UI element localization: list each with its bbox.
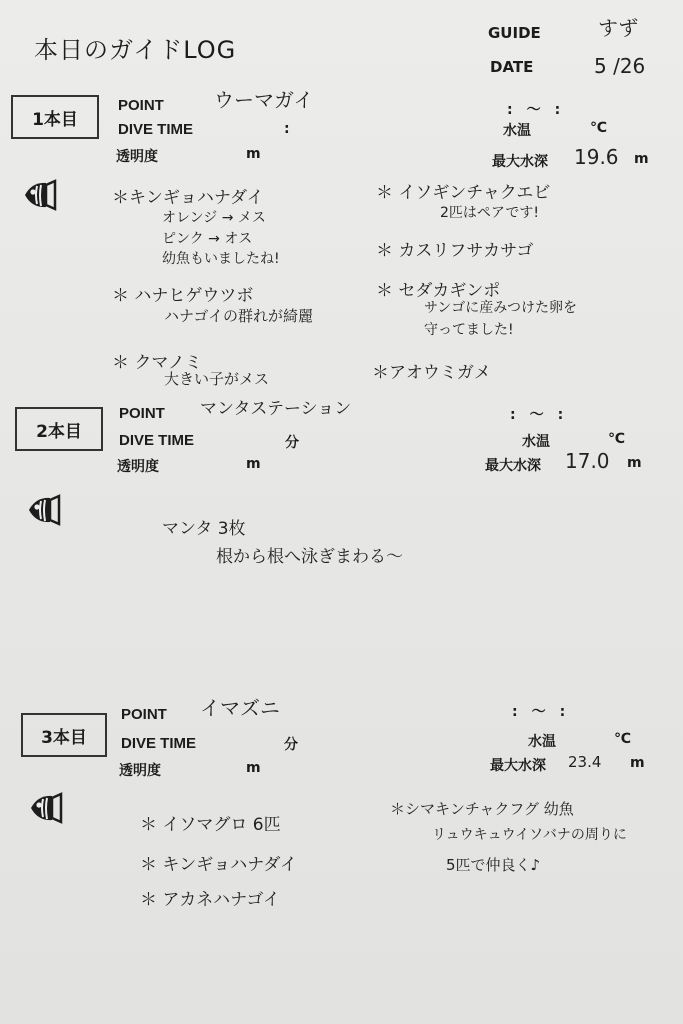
dive-2-dive-time-unit: 分 [285, 435, 299, 451]
dive-1-visibility-unit: m [246, 146, 261, 162]
dive-1-note-3-line-2: 大きい子がメス [164, 370, 270, 388]
dive-3-time-range: : ～ : [512, 704, 566, 720]
date-label: DATE [490, 58, 534, 76]
guide-value: すず [598, 16, 639, 40]
dive-1-note-1-line-4: 幼魚もいましたね! [162, 251, 280, 267]
fish-icon [28, 790, 64, 826]
dive-1-water-temp-label: 水温 [503, 123, 531, 139]
dive-1-max-depth-unit: m [634, 151, 649, 167]
dive-3-number: 3本目 [41, 727, 87, 748]
dive-3-note-right-3: 5匹で仲良く♪ [446, 856, 541, 874]
dive-3-dive-time-unit: 分 [284, 737, 298, 753]
dive-2-note-line-1: マンタ 3枚 [162, 519, 246, 539]
dive-1-note-5-title: ＊ カスリフサカサゴ [376, 241, 534, 261]
dive-2-water-temp-unit: ℃ [608, 431, 625, 447]
dive-1-note-6-line-2: サンゴに産みつけた卵を [424, 300, 578, 316]
dive-1-note-1-line-3: ピンク → オス [162, 231, 253, 247]
dive-3-note-left-3: ＊ アカネハナゴイ [140, 890, 280, 910]
dive-2-note-line-2: 根から根へ泳ぎまわる～ [216, 547, 403, 567]
dive-3-max-depth-label: 最大水深 [490, 758, 546, 774]
guide-label: GUIDE [488, 24, 541, 42]
dive-3-visibility-label: 透明度 [119, 763, 161, 779]
dive-1-visibility-label: 透明度 [116, 149, 158, 165]
date-value: 5 /26 [594, 54, 646, 78]
dive-3-number-box [21, 713, 107, 757]
dive-1-note-2-line-2: ハナゴイの群れが綺麗 [164, 307, 313, 325]
dive-3-point-label: POINT [121, 706, 167, 723]
dive-1-water-temp-unit: ℃ [590, 120, 607, 136]
dive-1-note-1-line-2: オレンジ → メス [162, 210, 266, 226]
dive-2-point-label: POINT [119, 405, 165, 422]
dive-2-point-value: マンタステーション [200, 399, 352, 419]
dive-1-note-2-title: ＊ ハナヒゲウツボ [112, 286, 254, 306]
dive-2-number: 2本目 [36, 421, 82, 442]
dive-3-note-right-2: リュウキュウイソバナの周りに [432, 827, 627, 843]
fish-icon [22, 177, 58, 213]
dive-1-point-label: POINT [118, 97, 164, 114]
dive-3-max-depth-unit: m [630, 755, 645, 771]
dive-1-dive-time-label: DIVE TIME [118, 121, 194, 138]
dive-1-note-4-line-2: 2匹はペアです! [440, 205, 539, 221]
dive-1-time-range: : ～ : [507, 102, 561, 118]
dive-3-visibility-unit: m [246, 760, 261, 776]
dive-1-note-1-title: ＊キンギョハナダイ [112, 188, 264, 208]
dive-3-dive-time-label: DIVE TIME [121, 735, 197, 752]
dive-2-max-depth-label: 最大水深 [485, 458, 541, 474]
dive-1-dive-time-colon: : [284, 121, 290, 137]
dive-1-note-6-line-3: 守ってました! [424, 322, 514, 338]
page-title: 本日のガイドLOG [34, 36, 237, 64]
dive-1-note-7-title: ＊アオウミガメ [372, 363, 491, 383]
dive-1-max-depth-value: 19.6 [574, 145, 619, 169]
dive-1-number-box [11, 95, 99, 139]
dive-2-visibility-unit: m [246, 456, 261, 472]
dive-2-water-temp-label: 水温 [522, 434, 550, 450]
dive-3-water-temp-label: 水温 [528, 734, 556, 750]
dive-2-max-depth-value: 17.0 [565, 449, 610, 473]
dive-3-point-value: イマズニ [200, 696, 280, 720]
dive-1-number: 1本目 [32, 109, 78, 130]
dive-2-number-box [15, 407, 103, 451]
dive-3-note-right-1: ＊シマキンチャクフグ 幼魚 [390, 800, 574, 818]
dive-1-point-value: ウーマガイ [214, 88, 314, 112]
dive-2-max-depth-unit: m [627, 455, 642, 471]
dive-2-dive-time-label: DIVE TIME [119, 432, 195, 449]
dive-3-note-left-1: ＊ イソマグロ 6匹 [140, 815, 281, 835]
dive-1-note-3-title: ＊ クマノミ [112, 353, 202, 373]
dive-3-max-depth-value: 23.4 [568, 753, 602, 771]
dive-1-note-6-title: ＊ セダカギンポ [376, 281, 501, 301]
dive-1-note-4-title: ＊ イソギンチャクエビ [376, 183, 551, 203]
dive-2-time-range: : ～ : [510, 407, 564, 423]
dive-2-visibility-label: 透明度 [117, 459, 159, 475]
dive-3-water-temp-unit: ℃ [614, 731, 631, 747]
dive-1-max-depth-label: 最大水深 [492, 154, 548, 170]
fish-icon [26, 492, 62, 528]
dive-3-note-left-2: ＊ キンギョハナダイ [140, 855, 298, 875]
